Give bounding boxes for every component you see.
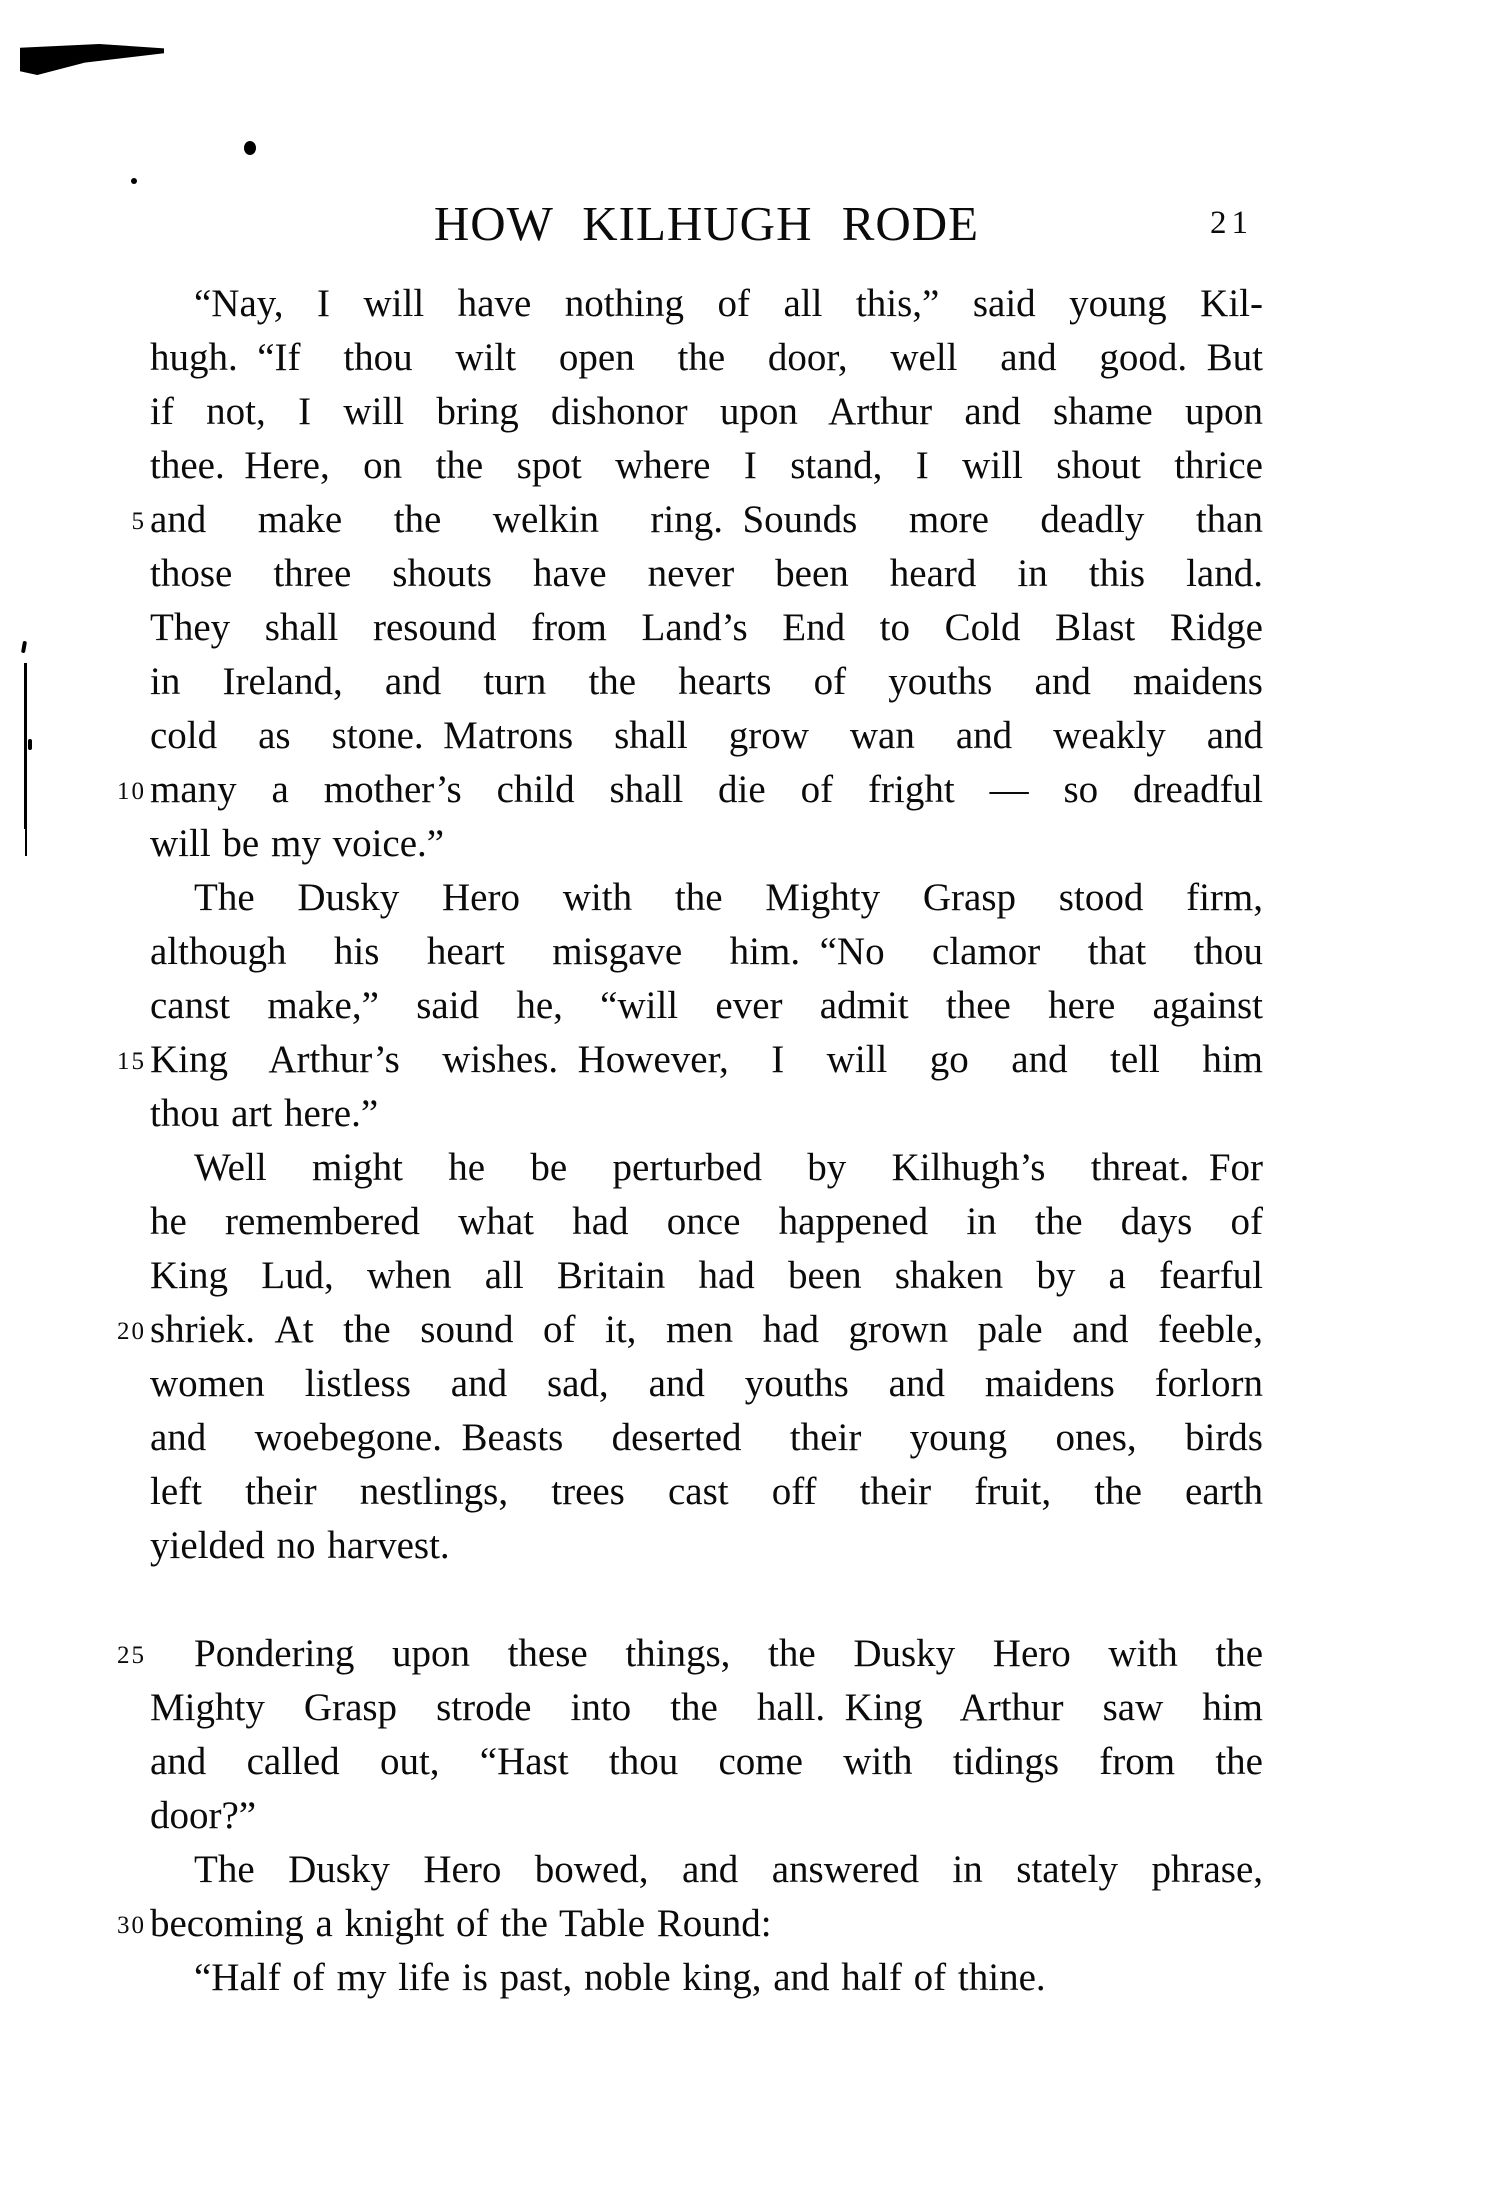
scan-artifact-margin-line [24,663,27,829]
line-number: 15 [117,1048,146,1075]
text-line: 15 King Arthur’s wishes. However, I will go and tell him [150,1033,1263,1087]
scan-artifact-margin-line-tail [25,829,27,856]
line-number: 10 [117,778,146,805]
line-number: 30 [117,1912,146,1939]
text-line: King Lud, when all Britain had been shaken by a fearful [150,1254,1263,1297]
text-line: The Dusky Hero with the Mighty Grasp stood firm, [194,876,1263,919]
text-line: although his heart misgave him. “No clamor that thou [150,930,1263,973]
text-line: 20 shriek. At the sound of it, men had grown pale and feeble, [150,1303,1263,1357]
text-line: women listless and sad, and youths and maidens forlorn [150,1362,1263,1405]
text-line: and woebegone. Beasts deserted their young ones, birds [150,1416,1263,1459]
scan-artifact-margin-tick [21,641,27,654]
text-line: canst make,” said he, “will ever admit thee here against [150,984,1263,1027]
page-number: 21 [1210,205,1253,241]
line-number: 25 [117,1642,146,1669]
text-line: 30 becoming a knight of the Table Round: [150,1897,1263,1951]
text-line: “Nay, I will have nothing of all this,” said young Kil- [194,282,1263,325]
text-line: hugh. “If thou wilt open the door, well and good. But [150,336,1263,379]
text-line: in Ireland, and turn the hearts of youths and maidens [150,660,1263,703]
text-line: thee. Here, on the spot where I stand, I will shout thrice [150,444,1263,487]
text-line: those three shouts have never been heard in this land. [150,552,1263,595]
text-line: cold as stone. Matrons shall grow wan and weakly and [150,714,1263,757]
line-number: 5 [131,508,146,535]
text-line: “Half of my life is past, noble king, and half of thine. [194,1956,1046,1999]
text-line: 10 many a mother’s child shall die of fright — so dreadful [150,763,1263,817]
text-line: and called out, “Hast thou come with tidings from the [150,1740,1263,1783]
scan-artifact-dot [244,141,256,155]
text-line: The Dusky Hero bowed, and answered in stately phrase, [194,1848,1263,1891]
text-line: yielded no harvest. [150,1524,450,1567]
text-line: will be my voice.” [150,822,445,865]
body-text [117,277,1263,2005]
text-line: he remembered what had once happened in the days of [150,1200,1263,1243]
scan-artifact-margin-tick-2 [28,739,32,750]
text-line: 5 and make the welkin ring. Sounds more deadly than [150,493,1263,547]
scan-artifact-speck [131,178,137,184]
text-line: They shall resound from Land’s End to Cold Blast Ridge [150,606,1263,649]
text-line: Mighty Grasp strode into the hall. King Arthur saw him [150,1686,1263,1729]
page-title: HOW KILHUGH RODE [433,196,980,251]
text-line: Well might he be perturbed by Kilhugh’s threat. For [194,1146,1263,1189]
text-line: thou art here.” [150,1092,379,1135]
page-header [150,196,1263,251]
text-line: left their nestlings, trees cast off their fruit, the earth [150,1470,1263,1513]
text-line: door?” [150,1794,257,1837]
scan-artifact-ink-wedge [20,44,164,75]
line-number: 20 [117,1318,146,1345]
text-line: 25 Pondering upon these things, the Dusky Hero with the [150,1627,1263,1681]
text-line: if not, I will bring dishonor upon Arthur and shame upon [150,390,1263,433]
